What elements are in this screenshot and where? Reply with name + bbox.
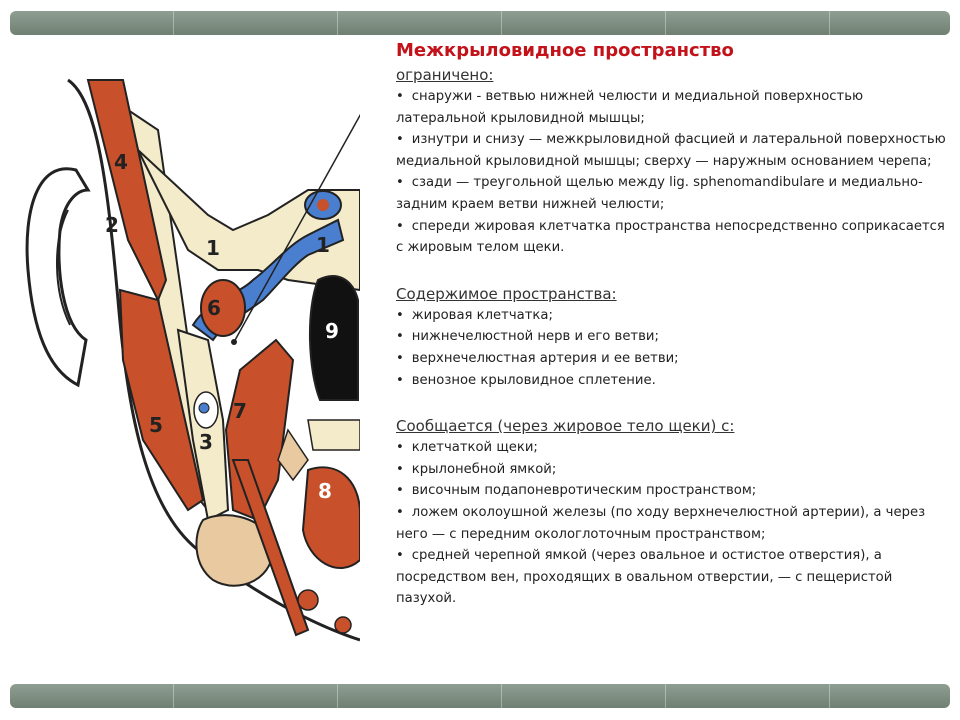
- top-decorative-bar: [10, 11, 950, 35]
- figure-label-8: 8: [318, 479, 332, 503]
- figure-label-9: 9: [325, 319, 339, 343]
- list-item: • снаружи - ветвью нижней челюсти и медиальной поверхностью латеральной крыловидной мышцы;: [396, 89, 864, 126]
- list-item: • спереди жировая клетчатка пространства непосредственно соприкасается с жировым телом щеки.: [396, 218, 945, 256]
- bottom-decorative-bar: [10, 684, 950, 708]
- list-item: • клетчаткой щеки;: [396, 440, 538, 456]
- figure-label-1a: 1: [206, 236, 220, 260]
- section-contents-heading: Содержимое пространства:: [396, 284, 617, 303]
- list-item: • средней черепной ямкой (через овальное и остистое отверстия), а посредством вен, проходящих в овальном отверстии, — с пещеристой пазухой.: [396, 548, 893, 607]
- list-item: • верхнечелюстная артерия и ее ветви;: [396, 350, 679, 366]
- list-item: • ложем околоушной железы (по ходу верхнечелюстной артерии), а через него — с передним окологлоточным пространством;: [396, 504, 926, 542]
- figure-label-2: 2: [105, 213, 119, 237]
- figure-label-6: 6: [207, 296, 221, 320]
- list-item: • жировая клетчатка;: [396, 307, 553, 323]
- section-bounded-heading: ограничено:: [396, 66, 494, 84]
- text-column: [396, 38, 952, 610]
- figure-label-4: 4: [114, 150, 128, 174]
- anatomy-figure: [8, 40, 360, 660]
- list-item: • крылонебной ямкой;: [396, 461, 557, 477]
- list-item: • венозное крыловидное сплетение.: [396, 372, 656, 388]
- figure-label-3: 3: [199, 430, 213, 454]
- figure-label-1b: 1: [316, 233, 330, 257]
- list-item: • нижнечелюстной нерв и его ветви;: [396, 329, 659, 345]
- page-title: Межкрыловидное пространство: [396, 40, 734, 61]
- list-item: • сзади — треугольной щелью между lig. sphenomandibulare и медиально-задним краем ветви нижней челюсти;: [396, 175, 923, 212]
- figure-label-5: 5: [149, 413, 163, 437]
- list-item: • височным подапоневротическим пространством;: [396, 483, 757, 499]
- list-item: • изнутри и снизу — межкрыловидной фасцией и латеральной поверхностью медиальной крыловидной мышцы; сверху — наружным основанием черепа;: [396, 132, 946, 169]
- section-communicates-heading: Сообщается (через жировое тело щеки) с:: [396, 417, 735, 436]
- figure-label-7: 7: [233, 399, 247, 423]
